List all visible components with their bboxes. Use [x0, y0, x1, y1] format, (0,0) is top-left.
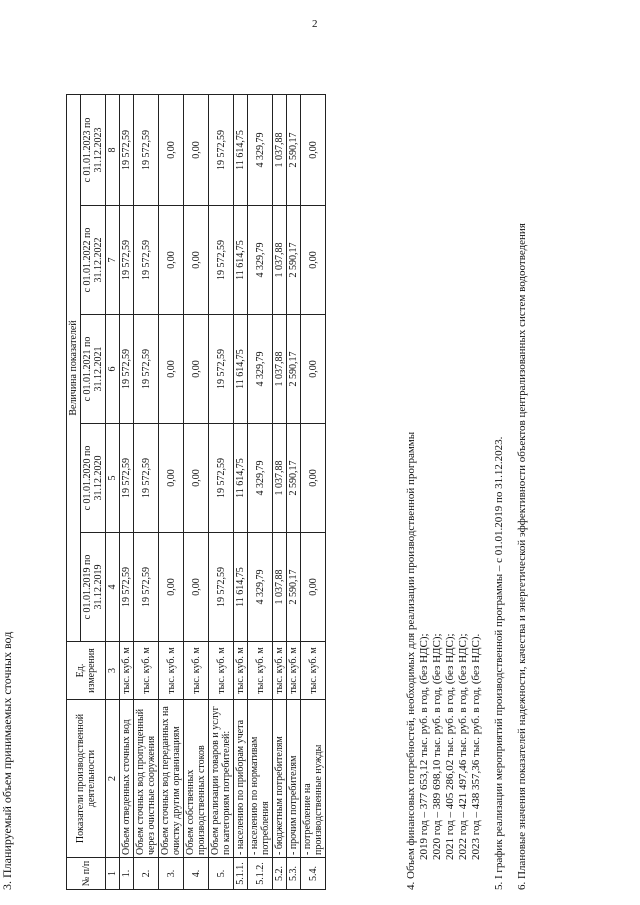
row-value: 11 614,75 — [234, 94, 248, 205]
table-row — [234, 94, 248, 889]
row-number: 5.3. — [287, 858, 301, 890]
row-value: 4 329,79 — [248, 206, 273, 315]
row-value: 4 329,79 — [248, 533, 273, 642]
row-value: 19 572,59 — [209, 315, 234, 424]
row-value: 0,00 — [184, 424, 209, 533]
row-number: 5.1.1. — [234, 858, 248, 890]
row-value: 19 572,59 — [209, 424, 234, 533]
row-value: 0,00 — [301, 315, 326, 424]
row-value: 19 572,59 — [134, 94, 159, 205]
row-indicator: Объем собственных производственных стоков — [184, 700, 209, 858]
wastewater-volume-table — [66, 94, 326, 890]
row-value: 0,00 — [301, 206, 326, 315]
row-indicator: Объем сточных вод переданных на очистку другим организациям — [159, 700, 184, 858]
finance-line: 2023 год – 438 357,36 тыс. руб. в год, (без НДС). — [470, 633, 482, 860]
row-value: 2 590,17 — [287, 206, 301, 315]
column-number: 2 — [106, 700, 120, 858]
item-4-title: 4. Объем финансовых потребностей, необходимых для реализации производственной программы — [405, 431, 417, 890]
header-period: с 01.01.2023 по 31.12.2023 — [81, 94, 106, 205]
row-number: 1. — [120, 858, 134, 890]
section-3-title: 3. Планируемый объем принимаемых сточных вод — [0, 631, 14, 890]
row-value: 19 572,59 — [209, 206, 234, 315]
row-unit: тыс. куб. м — [209, 642, 234, 700]
row-value: 19 572,59 — [120, 206, 134, 315]
text-items — [405, 95, 529, 890]
table-row — [287, 94, 301, 889]
header-period: с 01.01.2019 по 31.12.2019 — [81, 533, 106, 642]
row-value: 0,00 — [184, 206, 209, 315]
row-value: 19 572,59 — [120, 315, 134, 424]
row-indicator: - населению по нормативам потребления — [248, 700, 273, 858]
row-number: 4. — [184, 858, 209, 890]
header-indicator: Показатели производственной деятельности — [67, 700, 106, 858]
row-indicator: Объем реализации товаров и услуг по категориям потребителей: — [209, 700, 234, 858]
row-value: 11 614,75 — [234, 424, 248, 533]
row-value: 1 037,88 — [273, 315, 287, 424]
row-value: 0,00 — [159, 315, 184, 424]
table-row — [134, 94, 159, 889]
header-period: с 01.01.2022 по 31.12.2022 — [81, 206, 106, 315]
finance-line: 2022 год – 421 497,46 тыс. руб. в год, (без НДС); — [457, 633, 469, 860]
row-indicator: - прочим потребителям — [287, 700, 301, 858]
row-number: 2. — [134, 858, 159, 890]
row-value: 4 329,79 — [248, 315, 273, 424]
row-value: 2 590,17 — [287, 94, 301, 205]
rotated-content — [0, 70, 640, 905]
row-unit: тыс. куб. м — [134, 642, 159, 700]
row-value: 0,00 — [159, 206, 184, 315]
row-value: 4 329,79 — [248, 94, 273, 205]
row-value: 0,00 — [301, 533, 326, 642]
row-number: 5.1.2. — [248, 858, 273, 890]
column-number: 5 — [106, 424, 120, 533]
row-indicator: Объем сточных вод пропущенный через очистные сооружения — [134, 700, 159, 858]
row-value: 19 572,59 — [209, 533, 234, 642]
table-row — [159, 94, 184, 889]
row-value: 2 590,17 — [287, 315, 301, 424]
row-value: 1 037,88 — [273, 533, 287, 642]
row-value: 4 329,79 — [248, 424, 273, 533]
header-values: Величина показателей — [67, 94, 81, 641]
row-value: 0,00 — [159, 94, 184, 205]
column-number: 1 — [106, 858, 120, 890]
row-value: 2 590,17 — [287, 533, 301, 642]
row-value: 19 572,59 — [134, 533, 159, 642]
row-value: 0,00 — [184, 315, 209, 424]
row-unit: тыс. куб. м — [184, 642, 209, 700]
row-value: 11 614,75 — [234, 315, 248, 424]
column-number: 7 — [106, 206, 120, 315]
header-no: № п/п — [67, 858, 106, 890]
table-row — [273, 94, 287, 889]
row-value: 1 037,88 — [273, 424, 287, 533]
table-row — [209, 94, 234, 889]
column-number: 8 — [106, 94, 120, 205]
column-number: 3 — [106, 642, 120, 700]
row-indicator: - потребление на производственные нужды — [301, 700, 326, 858]
row-value: 1 037,88 — [273, 206, 287, 315]
row-value: 11 614,75 — [234, 533, 248, 642]
header-period: с 01.01.2020 по 31.12.2020 — [81, 424, 106, 533]
row-value: 11 614,75 — [234, 206, 248, 315]
row-number: 5.4. — [301, 858, 326, 890]
row-value: 0,00 — [301, 424, 326, 533]
row-value: 19 572,59 — [134, 206, 159, 315]
table-row — [184, 94, 209, 889]
finance-line: 2020 год – 389 698,10 тыс. руб. в год, (без НДС); — [431, 633, 443, 860]
row-value: 0,00 — [184, 533, 209, 642]
row-value: 2 590,17 — [287, 424, 301, 533]
row-value: 19 572,59 — [120, 533, 134, 642]
row-value: 19 572,59 — [120, 94, 134, 205]
finance-line: 2021 год – 405 286,02 тыс. руб. в год, (без НДС); — [444, 633, 456, 860]
row-unit: тыс. куб. м — [234, 642, 248, 700]
header-period: с 01.01.2021 по 31.12.2021 — [81, 315, 106, 424]
column-number: 4 — [106, 533, 120, 642]
row-value: 19 572,59 — [134, 424, 159, 533]
row-unit: тыс. куб. м — [287, 642, 301, 700]
row-unit: тыс. куб. м — [159, 642, 184, 700]
finance-line: 2019 год – 377 653,12 тыс. руб. в год, (без НДС); — [418, 633, 430, 860]
row-unit: тыс. куб. м — [248, 642, 273, 700]
row-number: 5. — [209, 858, 234, 890]
table-row — [301, 94, 326, 889]
row-value: 0,00 — [301, 94, 326, 205]
table-row — [248, 94, 273, 889]
column-number: 6 — [106, 315, 120, 424]
header-unit: Ед. измерения — [67, 642, 106, 700]
row-value: 0,00 — [159, 424, 184, 533]
row-number: 3. — [159, 858, 184, 890]
row-indicator: - бюджетным потребителям — [273, 700, 287, 858]
row-unit: тыс. куб. м — [273, 642, 287, 700]
item-6: 6. Плановые значения показателей надежности, качества и энергетической эффективности объектов централизованных систем водоотведения — [516, 223, 528, 890]
row-indicator: Объем отведенных сточных вод — [120, 700, 134, 858]
table-row — [120, 94, 134, 889]
row-unit: тыс. куб. м — [120, 642, 134, 700]
row-value: 0,00 — [184, 94, 209, 205]
row-value: 0,00 — [159, 533, 184, 642]
page-number: 2 — [312, 18, 318, 30]
row-value: 19 572,59 — [134, 315, 159, 424]
row-value: 19 572,59 — [209, 94, 234, 205]
row-value: 1 037,88 — [273, 94, 287, 205]
row-value: 19 572,59 — [120, 424, 134, 533]
row-unit: тыс. куб. м — [301, 642, 326, 700]
item-5: 5. I график реализации мероприятий производственной программы – с 01.01.2019 по 31.12.2023. — [493, 436, 505, 890]
row-number: 5.2. — [273, 858, 287, 890]
row-indicator: - населению по приборам учета — [234, 700, 248, 858]
